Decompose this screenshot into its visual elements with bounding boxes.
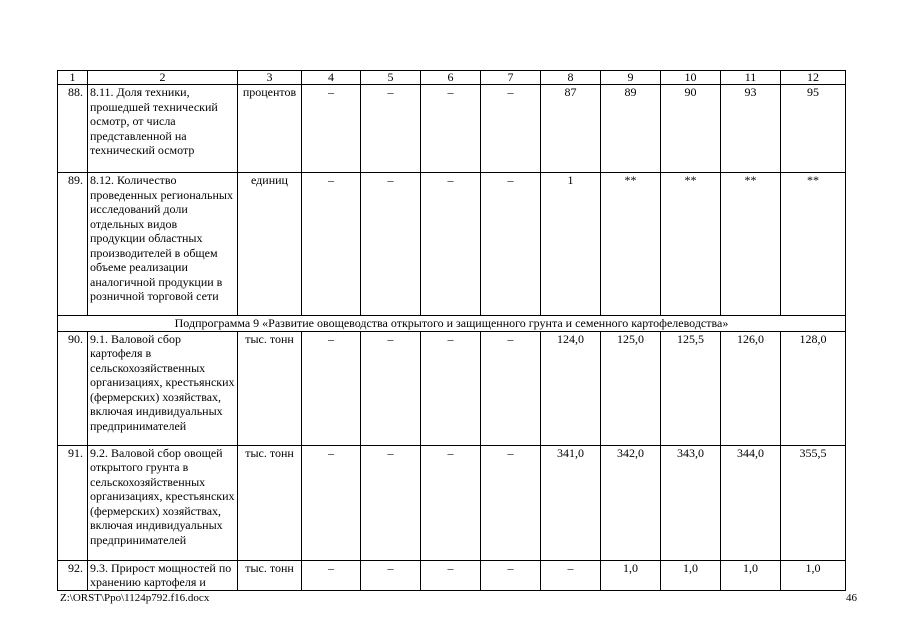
value-cell: 128,0 xyxy=(781,331,846,445)
subprogram-title: Подпрограмма 9 «Развитие овощеводства открытого и защищенного грунта и семенного картофелеводства» xyxy=(58,316,846,332)
value-cell: ** xyxy=(661,173,721,316)
value-cell: – xyxy=(361,560,421,590)
value-cell: – xyxy=(421,173,481,316)
value-cell: 95 xyxy=(781,85,846,173)
indicator-name: 9.3. Прирост мощностей по хранению картофеля и xyxy=(88,560,238,590)
value-cell: 1,0 xyxy=(721,560,781,590)
value-cell: – xyxy=(481,85,541,173)
value-cell: 90 xyxy=(661,85,721,173)
indicator-table xyxy=(57,70,846,591)
unit-cell: тыс. тонн xyxy=(238,560,302,590)
value-cell: – xyxy=(361,331,421,445)
row-number: 92. xyxy=(58,560,88,590)
value-cell: – xyxy=(302,560,361,590)
value-cell: – xyxy=(302,85,361,173)
value-cell: 1,0 xyxy=(661,560,721,590)
value-cell: – xyxy=(421,560,481,590)
value-cell: – xyxy=(421,85,481,173)
value-cell: ** xyxy=(721,173,781,316)
value-cell: 126,0 xyxy=(721,331,781,445)
col-header: 6 xyxy=(421,71,481,85)
col-header: 9 xyxy=(601,71,661,85)
unit-cell: единиц xyxy=(238,173,302,316)
value-cell: ** xyxy=(601,173,661,316)
row-number: 89. xyxy=(58,173,88,316)
value-cell: 93 xyxy=(721,85,781,173)
col-header: 12 xyxy=(781,71,846,85)
value-cell: – xyxy=(361,173,421,316)
value-cell: 125,0 xyxy=(601,331,661,445)
value-cell: – xyxy=(361,85,421,173)
row-number: 91. xyxy=(58,445,88,560)
row-number: 90. xyxy=(58,331,88,445)
table-row xyxy=(58,560,846,590)
indicator-name: 9.1. Валовой сбор картофеля в сельскохозяйственных организациях, крестьянских (фермерских) хозяйствах, включая индивидуальных предпринимателей xyxy=(88,331,238,445)
value-cell: – xyxy=(421,331,481,445)
value-cell: – xyxy=(421,445,481,560)
unit-cell: процентов xyxy=(238,85,302,173)
value-cell: 124,0 xyxy=(541,331,601,445)
col-header: 10 xyxy=(661,71,721,85)
value-cell: – xyxy=(481,331,541,445)
unit-cell: тыс. тонн xyxy=(238,445,302,560)
col-header: 5 xyxy=(361,71,421,85)
table-row xyxy=(58,331,846,445)
column-numbers-row xyxy=(58,71,846,85)
unit-cell: тыс. тонн xyxy=(238,331,302,445)
value-cell: – xyxy=(361,445,421,560)
row-number: 88. xyxy=(58,85,88,173)
indicator-name: 9.2. Валовой сбор овощей открытого грунта в сельскохозяйственных организациях, крестьянских (фермерских) хозяйствах, включая индивидуальных предпринимателей xyxy=(88,445,238,560)
file-path-footer: Z:\ORST\Ppo\1124p792.f16.docx xyxy=(60,592,210,604)
value-cell: – xyxy=(481,560,541,590)
value-cell: 343,0 xyxy=(661,445,721,560)
table-row xyxy=(58,173,846,316)
col-header: 4 xyxy=(302,71,361,85)
value-cell: 1,0 xyxy=(781,560,846,590)
value-cell: 89 xyxy=(601,85,661,173)
value-cell: 87 xyxy=(541,85,601,173)
value-cell: – xyxy=(481,173,541,316)
table-row xyxy=(58,445,846,560)
page-number: 46 xyxy=(846,592,857,604)
value-cell: – xyxy=(302,173,361,316)
col-header: 1 xyxy=(58,71,88,85)
subprogram-row xyxy=(58,316,846,332)
value-cell: 1 xyxy=(541,173,601,316)
col-header: 7 xyxy=(481,71,541,85)
value-cell: – xyxy=(541,560,601,590)
value-cell: 355,5 xyxy=(781,445,846,560)
value-cell: 1,0 xyxy=(601,560,661,590)
value-cell: 341,0 xyxy=(541,445,601,560)
value-cell: – xyxy=(481,445,541,560)
value-cell: – xyxy=(302,331,361,445)
col-header: 8 xyxy=(541,71,601,85)
value-cell: 344,0 xyxy=(721,445,781,560)
value-cell: 342,0 xyxy=(601,445,661,560)
col-header: 2 xyxy=(88,71,238,85)
col-header: 11 xyxy=(721,71,781,85)
indicator-name: 8.11. Доля техники, прошедшей технический осмотр, от числа представленной на технический осмотр xyxy=(88,85,238,173)
table-row xyxy=(58,85,846,173)
value-cell: – xyxy=(302,445,361,560)
value-cell: ** xyxy=(781,173,846,316)
value-cell: 125,5 xyxy=(661,331,721,445)
indicator-name: 8.12. Количество проведенных региональных исследований доли отдельных видов продукции областных производителей в общем объеме реализации аналогичной продукции в розничной торговой сети xyxy=(88,173,238,316)
col-header: 3 xyxy=(238,71,302,85)
